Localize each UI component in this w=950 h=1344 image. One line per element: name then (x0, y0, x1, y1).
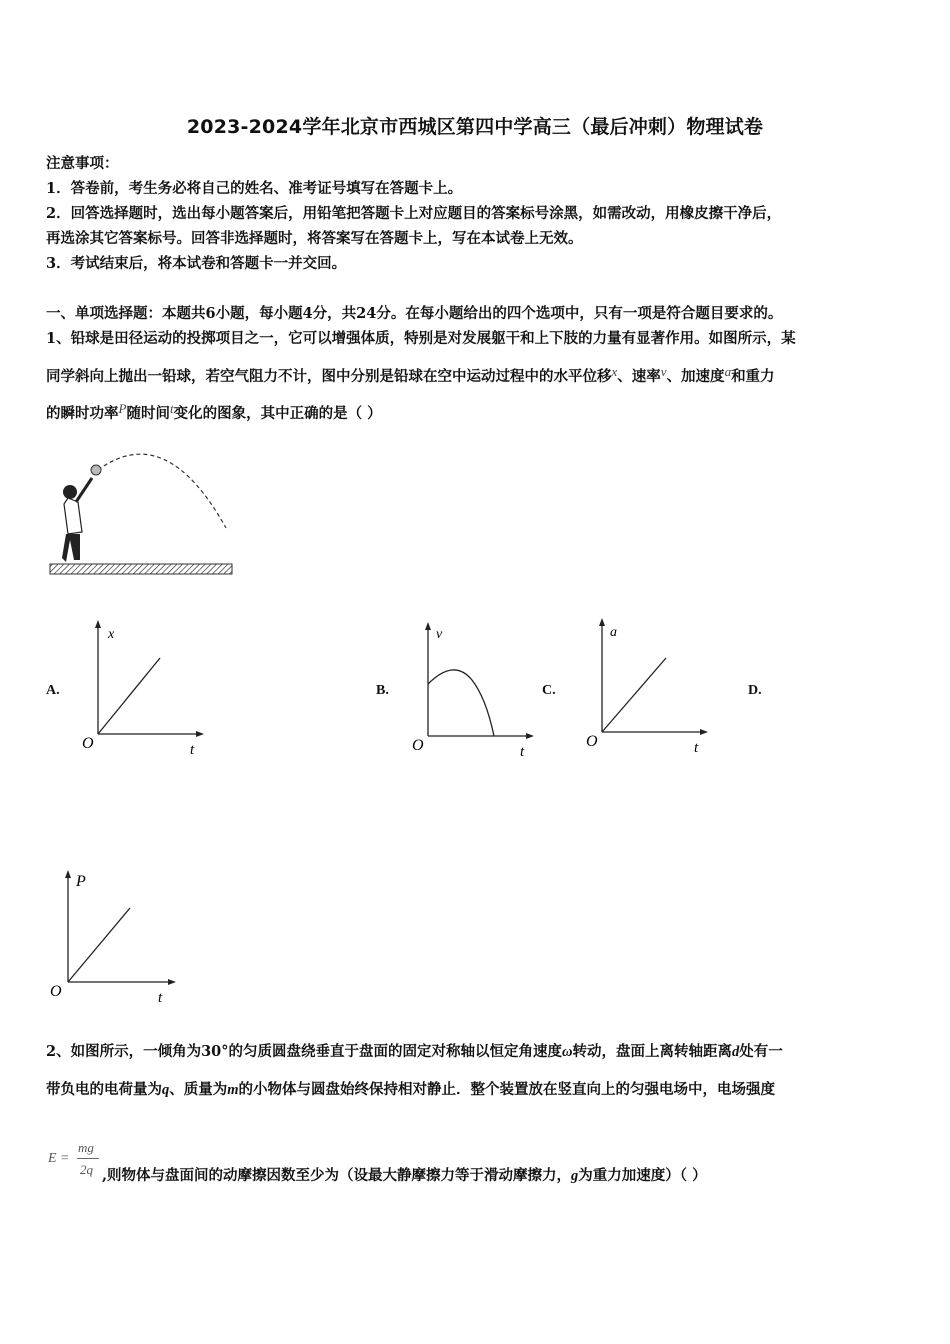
var-x: x (611, 364, 618, 379)
y-axis-label: a (610, 625, 617, 640)
q1-text: 的瞬时功率 (46, 405, 119, 422)
var-m: m (227, 1082, 239, 1098)
var-g: g (571, 1168, 579, 1184)
section-heading: 一、单项选择题：本题共6小题，每小题4分，共24分。在每小题给出的四个选项中，只有一项是符合题目要求的。 (46, 305, 783, 322)
option-a-graph (78, 618, 208, 758)
x-axis-arrow (196, 731, 204, 737)
athlete-figure (62, 478, 92, 562)
formula-denominator: 2q (80, 1162, 93, 1177)
q2-text: 带负电的电荷量为 (46, 1081, 162, 1098)
page-title: 2023-2024学年北京市西城区第四中学高三（最后冲刺）物理试卷 (186, 116, 764, 138)
q1-line-3 (46, 402, 382, 423)
shot-ball (91, 465, 101, 475)
trajectory-path (98, 454, 226, 528)
option-a-label[interactable]: A. (46, 683, 60, 698)
q2-text: 为重力加速度）（ ） (578, 1167, 707, 1184)
x-axis-arrow (700, 729, 708, 735)
q2-text: 、质量为 (169, 1081, 228, 1098)
y-axis-arrow (599, 618, 605, 626)
q2-text: 2、如图所示，一倾角为30°的匀质圆盘绕垂直于盘面的固定对称轴以恒定角速度 (46, 1043, 563, 1060)
origin-label: O (412, 737, 424, 754)
q1-line-1: 1、铅球是田径运动的投掷项目之一，它可以增强体质，特别是对发展躯干和上下肢的力量有显著作用。如图所示，某 (46, 330, 796, 347)
fraction-bar (77, 1158, 99, 1159)
x-axis-label: t (694, 740, 699, 754)
formula-numerator: mg (78, 1140, 94, 1155)
origin-label: O (82, 735, 94, 752)
y-axis-label: v (436, 627, 443, 642)
y-axis-arrow (65, 870, 71, 878)
q1-line-2 (46, 365, 775, 386)
notice-heading: 注意事项： (46, 155, 119, 172)
q2-text: 转动，盘面上离转轴距离 (572, 1043, 733, 1060)
notice-line-3: 再选涂其它答案标号。回答非选择题时，将答案写在答题卡上，写在本试卷上无效。 (46, 230, 583, 247)
q2-line-1 (46, 1040, 783, 1061)
q2-line-2 (46, 1078, 775, 1099)
a-t-line (602, 658, 666, 732)
q2-line-3 (102, 1164, 707, 1185)
option-d-graph (46, 866, 186, 1006)
x-axis-arrow (168, 979, 176, 985)
formula-lhs: E = (48, 1151, 70, 1166)
q1-text: 、速率 (617, 368, 661, 385)
shot-put-figure (46, 440, 238, 580)
option-b-label[interactable]: B. (376, 683, 389, 698)
notice-line-4: 3．考试结束后，将本试卷和答题卡一并交回。 (46, 255, 347, 272)
x-axis-arrow (526, 733, 534, 739)
x-axis-label: t (158, 990, 163, 1006)
notice-line-1: 1．答卷前，考生务必将自己的姓名、准考证号填写在答题卡上。 (46, 180, 463, 197)
origin-label: O (586, 733, 598, 750)
q1-text: 变化的图象，其中正确的是（ ） (173, 405, 382, 422)
y-axis-arrow (95, 620, 101, 628)
var-d: d (732, 1044, 740, 1060)
y-axis-label: P (76, 873, 86, 890)
notice-line-2: 2．回答选择题时，选出每小题答案后，用铅笔把答题卡上对应题目的答案标号涂黑，如需改动，用橡皮擦干净后， (46, 205, 782, 222)
option-b-graph (408, 618, 538, 758)
q1-text: 和重力 (731, 368, 775, 385)
y-axis-label: x (108, 627, 115, 642)
q2-text: ,则物体与盘面间的动摩擦因数至少为（设最大静摩擦力等于滑动摩擦力， (102, 1167, 572, 1184)
p-t-line (68, 908, 130, 982)
ground (50, 564, 232, 574)
v-t-curve (428, 670, 494, 736)
var-a: a (724, 364, 732, 379)
q1-text: 同学斜向上抛出一铅球，若空气阻力不计，图中分别是铅球在空中运动过程中的水平位移 (46, 368, 612, 385)
var-P: P (118, 401, 127, 416)
option-d-label[interactable]: D. (748, 683, 762, 698)
var-q: q (162, 1082, 170, 1098)
origin-label: O (50, 983, 62, 1000)
option-c-label[interactable]: C. (542, 683, 556, 698)
x-t-line (98, 658, 160, 734)
x-axis-label: t (520, 744, 525, 758)
var-v: v (660, 364, 667, 379)
var-omega: ω (562, 1044, 573, 1060)
q2-text: 处有一 (739, 1043, 783, 1060)
option-c-graph (582, 614, 712, 754)
y-axis-arrow (425, 622, 431, 630)
q1-text: 随时间 (126, 405, 170, 422)
x-axis-label: t (190, 742, 195, 758)
q1-text: 、加速度 (666, 368, 725, 385)
q2-text: 的小物体与圆盘始终保持相对静止．整个装置放在竖直向上的匀强电场中，电场强度 (238, 1081, 776, 1098)
var-t: t (169, 401, 174, 416)
